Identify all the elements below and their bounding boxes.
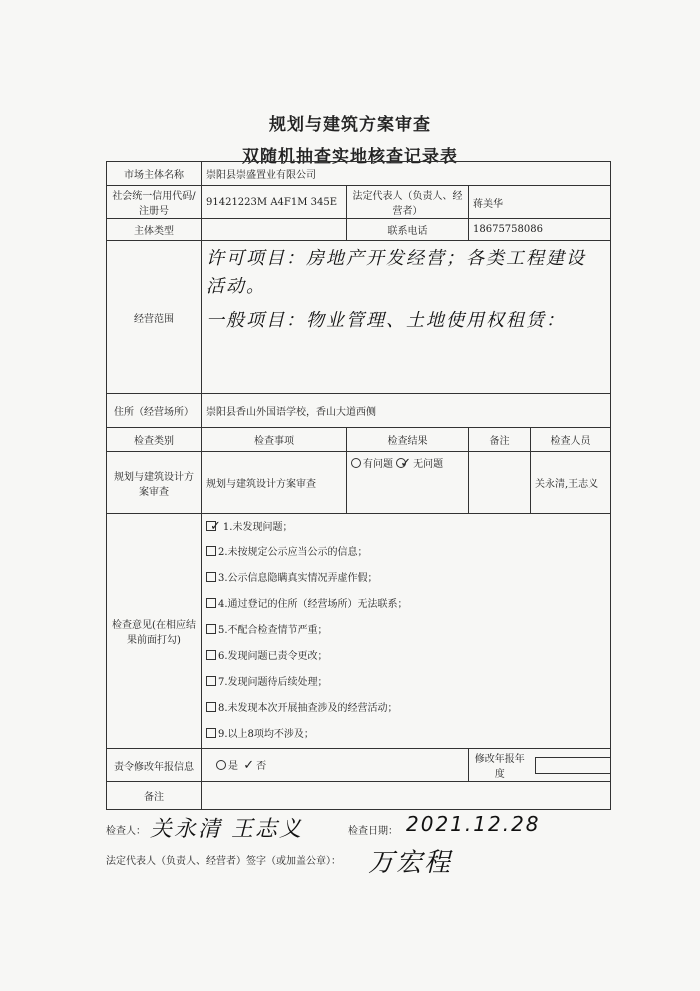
- address-label: 住所（经营场所）: [107, 394, 202, 428]
- type-value: [202, 219, 347, 241]
- opinion-option-8[interactable]: 8.未发现本次开展抽查涉及的经营活动；: [202, 696, 610, 722]
- address-value: 崇阳县香山外国语学校，香山大道西侧: [202, 394, 611, 428]
- date-value: 2021.12.28: [406, 812, 541, 836]
- correction-no-label: 否: [256, 761, 267, 772]
- header-result: 检查结果: [347, 428, 469, 452]
- form-subtitle: 双随机抽查实地核查记录表: [242, 147, 458, 167]
- phone-label: 联系电话: [347, 219, 469, 241]
- opinion-option-1[interactable]: ✓ 1.未发现问题；: [202, 514, 610, 540]
- opinion-label: 检查意见(在相应结果前面打勾): [107, 514, 202, 749]
- credit-value: 91421223M A4F1M 345E: [202, 186, 347, 219]
- form-title: 规划与建筑方案审查: [269, 115, 431, 135]
- header-inspector: 检查人员: [531, 428, 611, 452]
- header-category: 检查类别: [107, 428, 202, 452]
- scope-line-3: 一般项目：物业管理、土地使用权租赁：: [206, 310, 566, 331]
- header-remark: 备注: [469, 428, 531, 452]
- scope-line-1: 许可项目：房地产开发经营；各类工程建设: [206, 248, 586, 269]
- opinion-option-6[interactable]: 6.发现问题已责令更改；: [202, 644, 610, 670]
- has-issue-radio[interactable]: [351, 458, 361, 468]
- check-mark-icon: ✓: [210, 519, 221, 534]
- opinion-option-9[interactable]: 9.以上8项均不涉及；: [202, 722, 610, 748]
- legal-value: 蒋美华: [469, 186, 611, 219]
- legal-label: 法定代表人（负责人、经营者）: [347, 186, 469, 219]
- subject-value: 崇阳县崇盛置业有限公司: [202, 162, 611, 186]
- opinion-option-7[interactable]: 7.发现问题待后续处理；: [202, 670, 610, 696]
- record-table: [106, 161, 611, 810]
- type-label: 主体类型: [107, 219, 202, 241]
- year-label: 修改年报年度: [469, 749, 531, 782]
- scope-line-2: 活动。: [206, 276, 266, 297]
- opinion-option-2[interactable]: 2.未按规定公示应当公示的信息；: [202, 540, 610, 566]
- row-inspectors: 关永清,王志义: [531, 452, 611, 514]
- header-item: 检查事项: [202, 428, 347, 452]
- legal-signature: 万宏程: [368, 848, 453, 878]
- inspector-signature: 关永清 王志义: [150, 817, 303, 842]
- opinion-option-5[interactable]: 5.不配合检查情节严重；: [202, 618, 610, 644]
- correction-yes-radio[interactable]: [216, 760, 226, 770]
- opinion-option-3[interactable]: 3.公示信息隐瞒真实情况弄虚作假；: [202, 566, 610, 592]
- date-label: 检查日期：: [348, 826, 398, 837]
- result-cell: [347, 452, 469, 514]
- phone-value: 18675758086: [469, 219, 611, 241]
- correction-label: 责令修改年报信息: [107, 749, 202, 782]
- row-remark: [469, 452, 531, 514]
- legal-sign-label: 法定代表人（负责人、经营者）签字（或加盖公章）：: [106, 856, 341, 867]
- credit-label: 社会统一信用代码/注册号: [107, 186, 202, 219]
- notes-label: 备注: [107, 782, 202, 810]
- check-mark-icon: ✓: [243, 758, 255, 773]
- has-issue-label: 有问题: [363, 459, 393, 470]
- check-mark-icon: ✓: [400, 456, 412, 471]
- row-item: 规划与建筑设计方案审查: [202, 452, 347, 514]
- inspector-sign-label: 检查人：: [106, 826, 146, 837]
- year-input[interactable]: [535, 757, 611, 774]
- opinion-option-4[interactable]: 4.通过登记的住所（经营场所）无法联系；: [202, 592, 610, 618]
- correction-yes-label: 是: [228, 761, 238, 772]
- notes-value: [202, 782, 611, 810]
- row-category: 规划与建筑设计方案审查: [107, 452, 202, 514]
- subject-label: 市场主体名称: [107, 162, 202, 186]
- scope-label: 经营范围: [107, 241, 202, 394]
- no-issue-label: 无问题: [413, 459, 444, 470]
